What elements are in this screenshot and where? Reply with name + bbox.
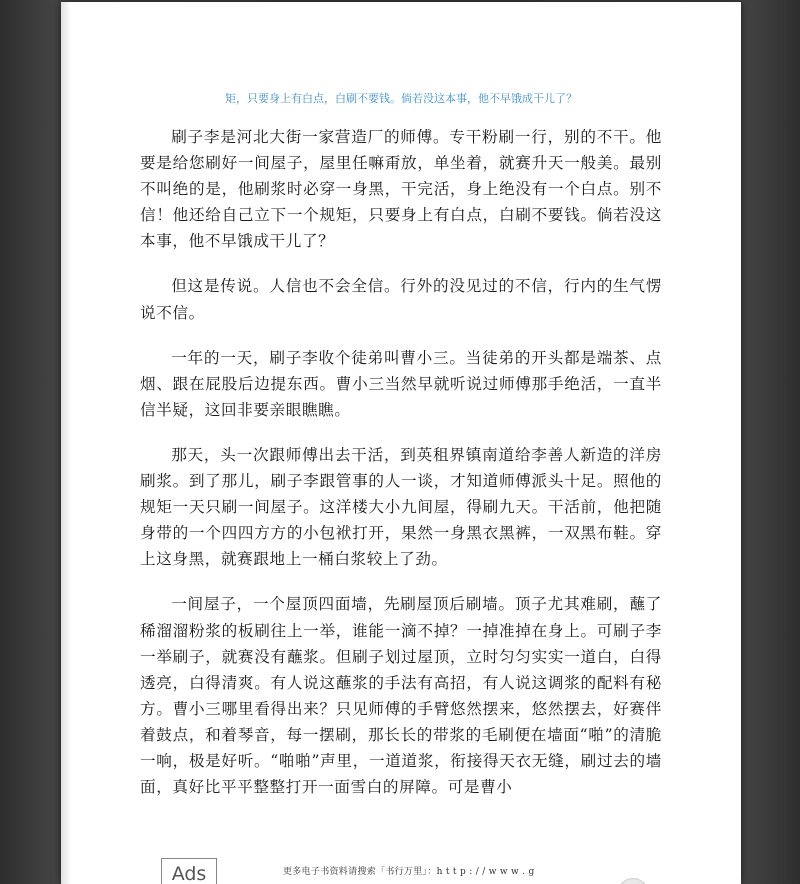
page-corner-button[interactable] [617,878,649,884]
page-edge-shadow [61,2,71,884]
ads-button[interactable]: Ads [161,858,217,884]
paragraph-1: 刷子李是河北大街一家营造厂的师傅。专干粉刷一行，别的不干。他要是给您刷好一间屋子，屋里任嘛甭放，单坐着，就赛升天一般美。最别不叫绝的是，他刷浆时必穿一身黑，干完活，身上绝没有一个白点。别不信！他还给自己立下一个规矩，只要身上有白点，白刷不要钱。倘若没这本事，他不早饿成干儿了？ [140,128,662,251]
paragraph-5: 一间屋子，一个屋顶四面墙，先刷屋顶后刷墙。顶子尤其难刷，蘸了稀溜溜粉浆的板刷往上一举，谁能一滴不掉？一掉准掉在身上。可刷子李一举刷子，就赛没有蘸浆。但刷子划过屋顶，立时匀匀实实一道白，白得透亮，白得清爽。有人说这蘸浆的手法有高招，有人说这调浆的配料有秘方。曹小三哪里看得出来？只见师傅的手臂悠然摆来，悠然摆去，好赛伴着鼓点，和着琴音，每一摆刷，那长长的带浆的毛刷便在墙面“啪”的清脆一响，极是好听。“啪啪”声里，一道道浆，衔接得天衣无缝，刷过去的墙面，真好比平平整整打开一面雪白的屏障。可是曹小 [140,595,662,797]
document-page[interactable] [61,2,741,884]
paragraph-2: 但这是传说。人信也不会全信。行外的没见过的不信，行内的生气愣说不信。 [140,277,662,322]
paragraph-3: 一年的一天，刷子李收个徒弟叫曹小三。当徒弟的开头都是端茶、点烟、跟在屁股后边提东西。曹小三当然早就听说过师傅那手绝活，一直半信半疑，这回非要亲眼瞧瞧。 [140,348,662,419]
page-body [140,124,662,819]
running-header: 矩，只要身上有白点，白刷不要钱。倘若没这本事，他不早饿成干儿了？ [225,92,577,105]
paragraph-4: 那天，头一次跟师傅出去干活，到英租界镇南道给李善人新造的洋房刷浆。到了那儿，刷子李跟管事的人一谈，才知道师傅派头十足。照他的规矩一天只刷一间屋子。这洋楼大小九间屋，得刷九天。干活前，他把随身带的一个四四方方的小包袱打开，果然一身黑衣黑裤，一双黑布鞋。穿上这身黑，就赛跟地上一桶白浆较上了劲。 [140,445,662,569]
footer-promo-text: 更多电子书资料请搜索「书行万里」：h t t p : / / w w w . g [283,867,535,877]
